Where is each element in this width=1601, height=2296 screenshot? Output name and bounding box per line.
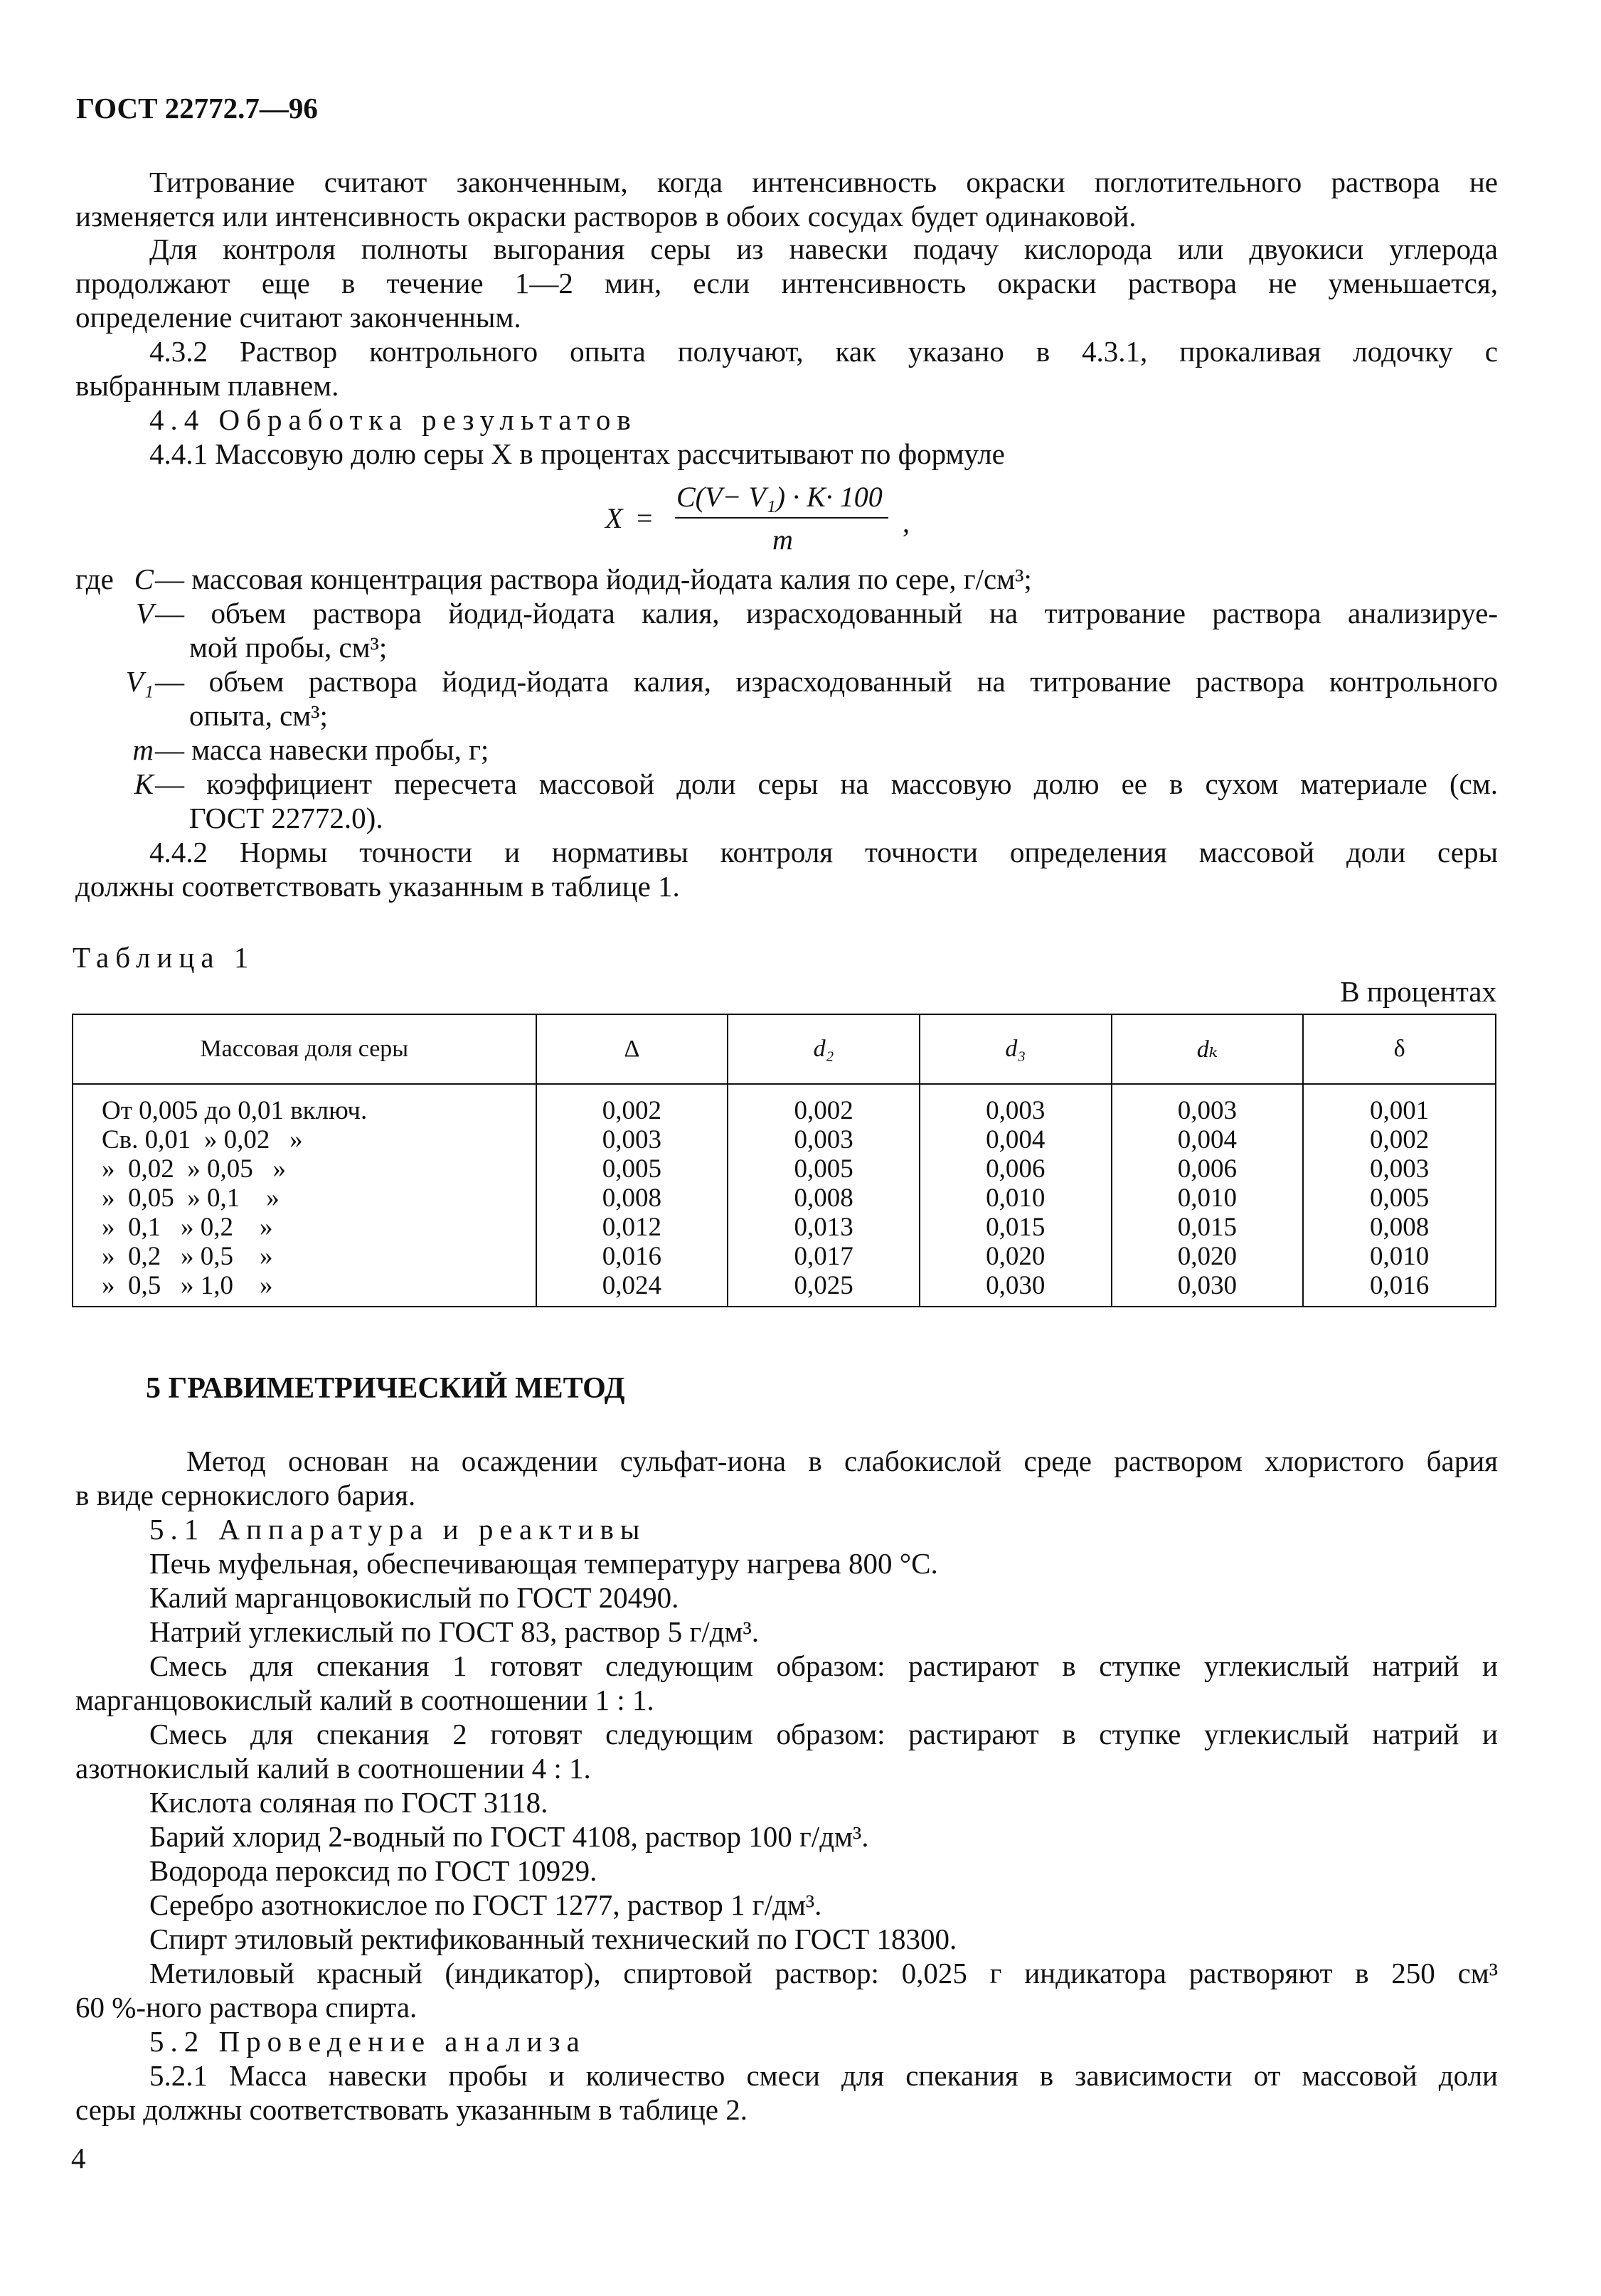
table-cell: 0,003 [1370, 1154, 1430, 1184]
paragraph-line: 5.2.1 Масса навески пробы и количество смеси для спекания в зависимости от массовой доли [149, 2059, 1498, 2092]
mass-fraction-column [73, 1084, 536, 1307]
column-header: dₖ [1112, 1014, 1304, 1084]
column-header: d₂ [728, 1014, 920, 1084]
paragraph-line: 4.3.2 Раствор контрольного опыта получают, как указано в 4.3.1, прокаливая лодочку с [149, 335, 1498, 368]
table-cell: От 0,005 до 0,01 включ. [102, 1096, 368, 1125]
table-cell: 0,005 [1370, 1184, 1430, 1213]
table-body [73, 1084, 1496, 1307]
table-cell: 0,002 [602, 1096, 662, 1125]
table-cell: 0,017 [794, 1242, 853, 1271]
page-number: 4 [71, 2142, 86, 2174]
reagent-line: Кислота соляная по ГОСТ 3118. [149, 1786, 548, 1819]
table-cell: 0,003 [794, 1125, 853, 1154]
table-cell: » 0,1 » 0,2 » [102, 1213, 273, 1242]
subsection-heading-5-1: 5.1 Аппаратура и реактивы [149, 1513, 647, 1546]
reagent-line: азотнокислый калий в соотношении 4 : 1. [75, 1752, 591, 1785]
table-cell: 0,008 [1370, 1213, 1430, 1242]
table-cell: 0,015 [986, 1213, 1046, 1242]
dk-column [1112, 1084, 1304, 1307]
table-cell: 0,015 [1177, 1213, 1238, 1242]
table-cell: 0,003 [986, 1096, 1046, 1125]
table-cell: 0,008 [794, 1184, 853, 1213]
paragraph-line: Метод основан на осаждении сульфат-иона в слабокислой среде раствором хлористого бария [186, 1445, 1498, 1477]
paragraph-line: 4.4.2 Нормы точности и нормативы контроля точности определения массовой доли серы [149, 836, 1498, 868]
paragraph-line: определение считают законченным. [75, 301, 521, 334]
table-cell: 0,016 [602, 1242, 662, 1271]
table-cell: 0,012 [602, 1213, 662, 1242]
definition-symbol-v: V [135, 597, 154, 629]
reagent-line: Спирт этиловый ректификованный технический по ГОСТ 18300. [149, 1923, 957, 1955]
table-cell: 0,030 [1177, 1271, 1238, 1300]
fraction-bar [675, 517, 888, 519]
reagent-line: Смесь для спекания 2 готовят следующим образом: растирают в ступке углекислый натрий и [149, 1718, 1498, 1750]
table-cell: 0,006 [986, 1154, 1046, 1184]
formula-numerator: C(V− V₁) · K· 100 [676, 481, 883, 513]
reagent-line: Калий марганцовокислый по ГОСТ 20490. [149, 1581, 679, 1614]
table-cell: 0,001 [1370, 1096, 1430, 1125]
table-cell: 0,004 [986, 1125, 1046, 1154]
document-header: ГОСТ 22772.7—96 [76, 92, 318, 124]
definition-symbol-m: m [132, 733, 154, 766]
definition-symbol-v1: V₁ [125, 665, 154, 698]
definition-text: мой пробы, см³; [189, 631, 388, 664]
formula-equals: = [637, 502, 653, 534]
definition-text: — коэффициент пересчета массовой доли серы на массовую долю ее в сухом материале (см. [155, 767, 1498, 800]
paragraph-line: 4.4.1 Массовую долю серы X в процентах рассчитывают по формуле [149, 437, 1005, 470]
table-cell: 0,008 [602, 1184, 662, 1213]
table-cell: 0,002 [1370, 1125, 1430, 1154]
table-cell: 0,005 [602, 1154, 662, 1184]
accuracy-table [72, 1014, 1496, 1307]
reagent-line: Натрий углекислый по ГОСТ 83, раствор 5 г/дм³. [149, 1615, 760, 1648]
delta-column [536, 1084, 728, 1307]
table-cell: » 0,02 » 0,05 » [102, 1154, 286, 1184]
table-cell: 0,030 [986, 1271, 1046, 1300]
paragraph-line: серы должны соответствовать указанным в таблице 2. [75, 2093, 748, 2126]
reagent-line: Водорода пероксид по ГОСТ 10929. [149, 1854, 597, 1887]
table-cell: 0,010 [1370, 1242, 1430, 1271]
sulfur-formula [605, 480, 932, 558]
formula-lhs: X [605, 502, 623, 534]
table-cell: » 0,2 » 0,5 » [102, 1242, 273, 1271]
paragraph-line: изменяется или интенсивность окраски растворов в обоих сосудах будет одинаковой. [75, 200, 1137, 233]
definition-text: — массовая концентрация раствора йодид-йодата калия по сере, г/см³; [155, 563, 1032, 595]
table-cell: 0,010 [1177, 1184, 1238, 1213]
definition-symbol-c: C [134, 563, 154, 595]
table-cell: 0,006 [1177, 1154, 1238, 1184]
table-cell: 0,020 [986, 1242, 1046, 1271]
table-cell: 0,016 [1370, 1271, 1430, 1300]
definition-text: — объем раствора йодид-йодата калия, израсходованный на титрование раствора анализируе- [155, 597, 1498, 629]
reagent-line: Смесь для спекания 1 готовят следующим образом: растирают в ступке углекислый натрий и [149, 1649, 1498, 1682]
table-cell: 0,003 [602, 1125, 662, 1154]
column-header: Массовая доля серы [73, 1014, 536, 1084]
table-cell: 0,020 [1177, 1242, 1238, 1271]
paragraph-line: в виде сернокислого бария. [75, 1479, 416, 1511]
table-cell: 0,013 [794, 1213, 853, 1242]
column-header: d₃ [920, 1014, 1112, 1084]
d2-column [728, 1084, 920, 1307]
table-caption: Таблица 1 [73, 941, 255, 974]
small-delta-column [1303, 1084, 1496, 1307]
reagent-line: 60 %-ного раствора спирта. [75, 1991, 417, 2024]
definition-text: ГОСТ 22772.0). [189, 802, 383, 834]
definition-text: — объем раствора йодид-йодата калия, израсходованный на титрование раствора контрольного [155, 665, 1498, 698]
table-cell: 0,004 [1177, 1125, 1238, 1154]
table-cell: 0,002 [794, 1096, 853, 1125]
table-cell: » 0,05 » 0,1 » [102, 1184, 280, 1213]
paragraph-line: должны соответствовать указанным в таблице 1. [75, 870, 680, 903]
table-cell: 0,005 [794, 1154, 853, 1184]
definition-text: — масса навески пробы, г; [155, 733, 489, 766]
definition-text: опыта, см³; [189, 699, 328, 732]
paragraph-line: Для контроля полноты выгорания серы из навески подачу кислорода или двуокиси углерода [149, 233, 1498, 265]
subsection-heading-4-4: 4.4 Обработка результатов [149, 403, 637, 436]
column-header: Δ [536, 1014, 728, 1084]
table-cell: 0,003 [1177, 1096, 1238, 1125]
paragraph-line: продолжают еще в течение 1—2 мин, если интенсивность окраски раствора не уменьшается, [75, 267, 1498, 299]
table-cell: 0,025 [794, 1271, 853, 1300]
paragraph-line: выбранным плавнем. [75, 369, 339, 402]
paragraph-line: Титрование считают законченным, когда интенсивность окраски поглотительного раствора не [149, 166, 1498, 198]
table-cell: Св. 0,01 » 0,02 » [102, 1125, 303, 1154]
subsection-heading-5-2: 5.2 Проведение анализа [149, 2025, 586, 2058]
reagent-line: Печь муфельная, обеспечивающая температуру нагрева 800 °С. [149, 1547, 938, 1580]
reagent-line: Метиловый красный (индикатор), спиртовой раствор: 0,025 г индикатора растворяют в 250 см³ [149, 1957, 1498, 1989]
column-header: δ [1303, 1014, 1496, 1084]
definition-symbol-k: K [134, 767, 154, 800]
reagent-line: Барий хлорид 2-водный по ГОСТ 4108, раствор 100 г/дм³. [149, 1820, 869, 1853]
definition-where: где [75, 563, 114, 595]
table-cell: » 0,5 » 1,0 » [102, 1271, 273, 1300]
reagent-line: марганцовокислый калий в соотношении 1 : 1. [75, 1684, 654, 1716]
d3-column [920, 1084, 1112, 1307]
table-units: В процентах [1340, 975, 1496, 1008]
section-heading-5: 5 ГРАВИМЕТРИЧЕСКИЙ МЕТОД [146, 1372, 625, 1405]
formula-denominator: m [772, 523, 793, 556]
table-cell: 0,010 [986, 1184, 1046, 1213]
reagent-line: Серебро азотнокислое по ГОСТ 1277, раствор 1 г/дм³. [149, 1888, 822, 1921]
table-cell: 0,024 [602, 1271, 662, 1300]
formula-comma: , [903, 506, 910, 538]
